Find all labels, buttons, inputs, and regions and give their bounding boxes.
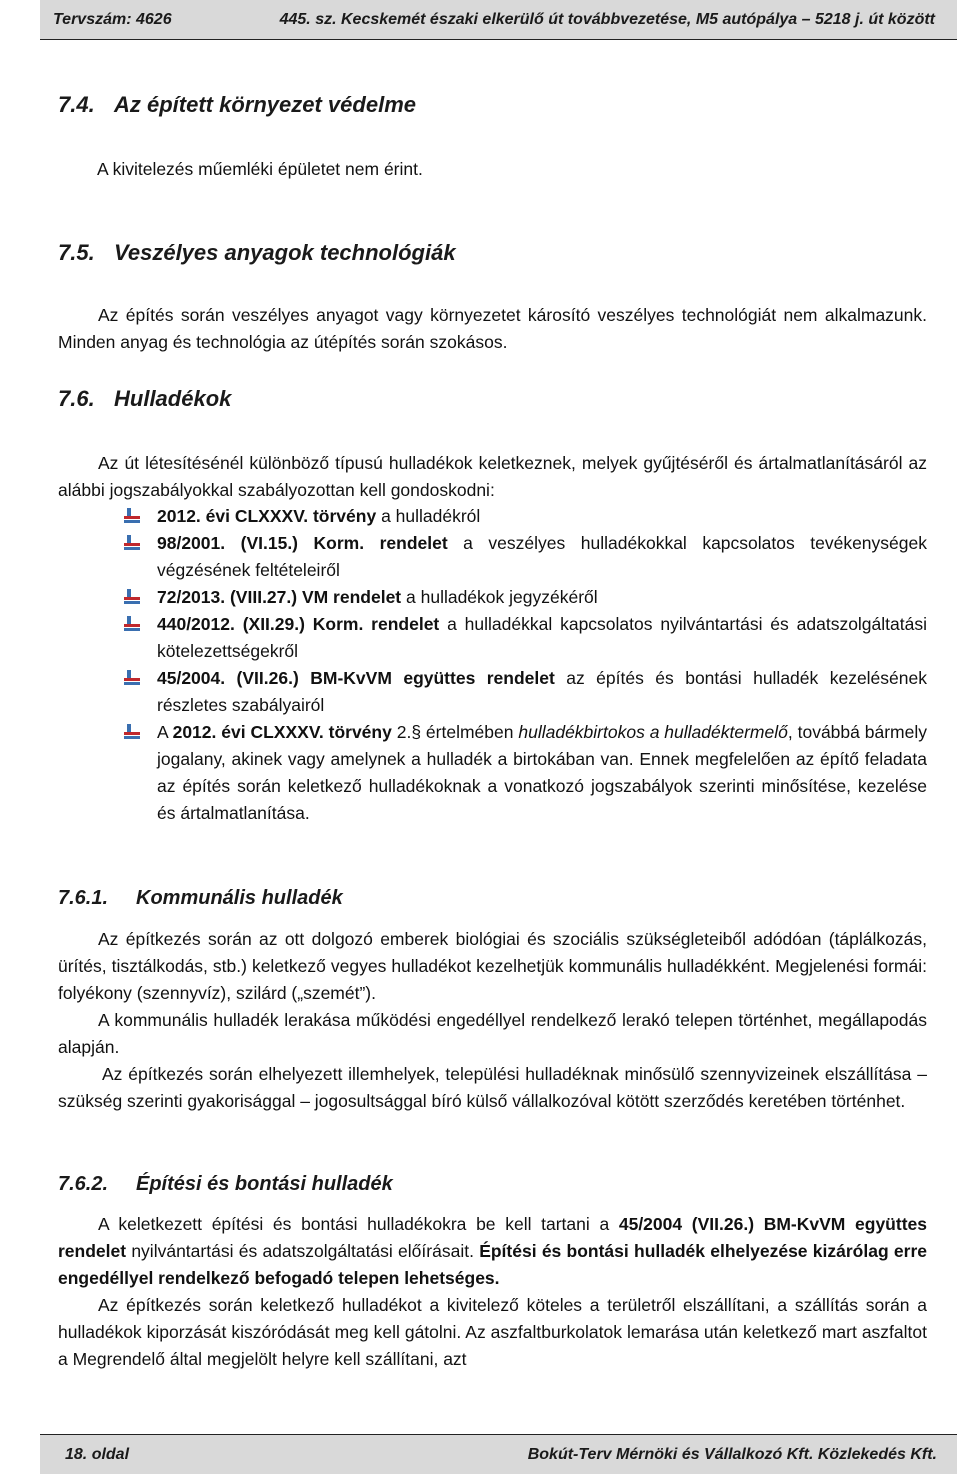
section-heading-7-6-1: 7.6.1. Kommunális hulladék xyxy=(58,887,343,909)
section-heading-7-6-2: 7.6.2. Építési és bontási hulladék xyxy=(58,1173,393,1195)
header-plan-number: Tervszám: 4626 xyxy=(53,10,172,28)
page-number: 18. oldal xyxy=(65,1445,130,1463)
arrow-bullet-icon xyxy=(124,535,140,551)
section-7-6-1-body xyxy=(58,926,927,1115)
section-7-6-2-body xyxy=(58,1211,927,1373)
list-item: 45/2004. (VII.26.) BM-KvVM együttes rendelet az építés és bontási hulladék kezelésének részletes szabályairól xyxy=(124,665,927,719)
arrow-bullet-icon xyxy=(124,670,140,686)
section-7-6-intro: Az út létesítésénél különböző típusú hulladékok keletkeznek, melyek gyűjtéséről és ártalmatlanításáról az alábbi jogszabályokkal szabályozottan kell gondoskodni: xyxy=(58,453,927,500)
section-heading-7-4: 7.4. Az épített környezet védelme xyxy=(58,92,416,117)
paragraph: Az építkezés során keletkező hulladékot a kivitelező köteles a területről elszállítani, a szállítás során a hulladékok kiporzását kiszóródását meg kell gátolni. Az aszfaltburkolatok lemarása után keletkező mart aszfaltot a Megrendelő által megjelölt helyre kell szállítani, azt xyxy=(58,1295,927,1369)
paragraph: Az építkezés során az ott dolgozó emberek biológiai és szociális szükségleteiből adódóan (táplálkozás, ürítés, tisztálkodás, stb.) keletkező vegyes hulladékot kezelhetjük kommunális hulladékként. Megjelenési formái: folyékony (szennyvíz), szilárd („szemét”). xyxy=(58,929,927,1003)
list-item: 2012. évi CLXXXV. törvény a hulladékról xyxy=(124,503,927,530)
page-footer xyxy=(40,1434,957,1474)
arrow-bullet-icon xyxy=(124,616,140,632)
list-item: A 2012. évi CLXXXV. törvény 2.§ értelmében hulladékbirtokos a hulladéktermelő, továbbá bármely jogalany, akinek vagy amelynek a hulladék a birtokában van. Ennek megfelelően az építő feladata az építés során keletkező hulladékoknak a vonatkozó jogszabályok szerinti minősítése, kezelése és ártalmatlanítása. xyxy=(124,719,927,827)
page-header xyxy=(40,0,957,40)
section-heading-7-6: 7.6. Hulladékok xyxy=(58,386,232,411)
arrow-bullet-icon xyxy=(124,508,140,524)
footer-company: Bokút-Terv Mérnöki és Vállalkozó Kft. Közlekedés Kft. xyxy=(527,1445,937,1463)
paragraph: A keletkezett építési és bontási hulladékokra be kell tartani a 45/2004 (VII.26.) BM-KvVM együttes rendelet nyilvántartási és adatszolgáltatási előírásait. Építési és bontási hulladék elhelyezése kizárólag erre engedéllyel rendelkező befogadó telepen lehetséges. xyxy=(58,1214,927,1288)
header-project-title: 445. sz. Kecskemét északi elkerülő út továbbvezetése, M5 autópálya – 5218 j. út között xyxy=(279,10,935,28)
arrow-bullet-icon xyxy=(124,589,140,605)
section-7-5-text: Az építés során veszélyes anyagot vagy környezetet károsító veszélyes technológiát nem alkalmazunk. Minden anyag és technológia az útépítés során szokásos. xyxy=(58,305,927,352)
arrow-bullet-icon xyxy=(124,724,140,740)
section-7-4-text: A kivitelezés műemléki épületet nem érint. xyxy=(97,159,423,179)
section-heading-7-5: 7.5. Veszélyes anyagok technológiák xyxy=(58,240,456,265)
list-item: 98/2001. (VI.15.) Korm. rendelet a veszélyes hulladékokkal kapcsolatos tevékenységek végzésének feltételeiről xyxy=(124,530,927,584)
paragraph: Az építkezés során elhelyezett illemhelyek, települési hulladéknak minősülő szennyvizeinek elszállítása – szükség szerinti gyakorisággal – jogosultsággal bíró külső vállalkozóval kötött szerződés keretében történhet. xyxy=(58,1064,927,1111)
list-item: 72/2013. (VIII.27.) VM rendelet a hulladékok jegyzékéről xyxy=(124,584,927,611)
regulation-list xyxy=(124,503,927,827)
paragraph: A kommunális hulladék lerakása működési engedéllyel rendelkező lerakó telepen történhet, megállapodás alapján. xyxy=(58,1010,927,1057)
list-item: 440/2012. (XII.29.) Korm. rendelet a hulladékkal kapcsolatos nyilvántartási és adatszolgáltatási kötelezettségekről xyxy=(124,611,927,665)
